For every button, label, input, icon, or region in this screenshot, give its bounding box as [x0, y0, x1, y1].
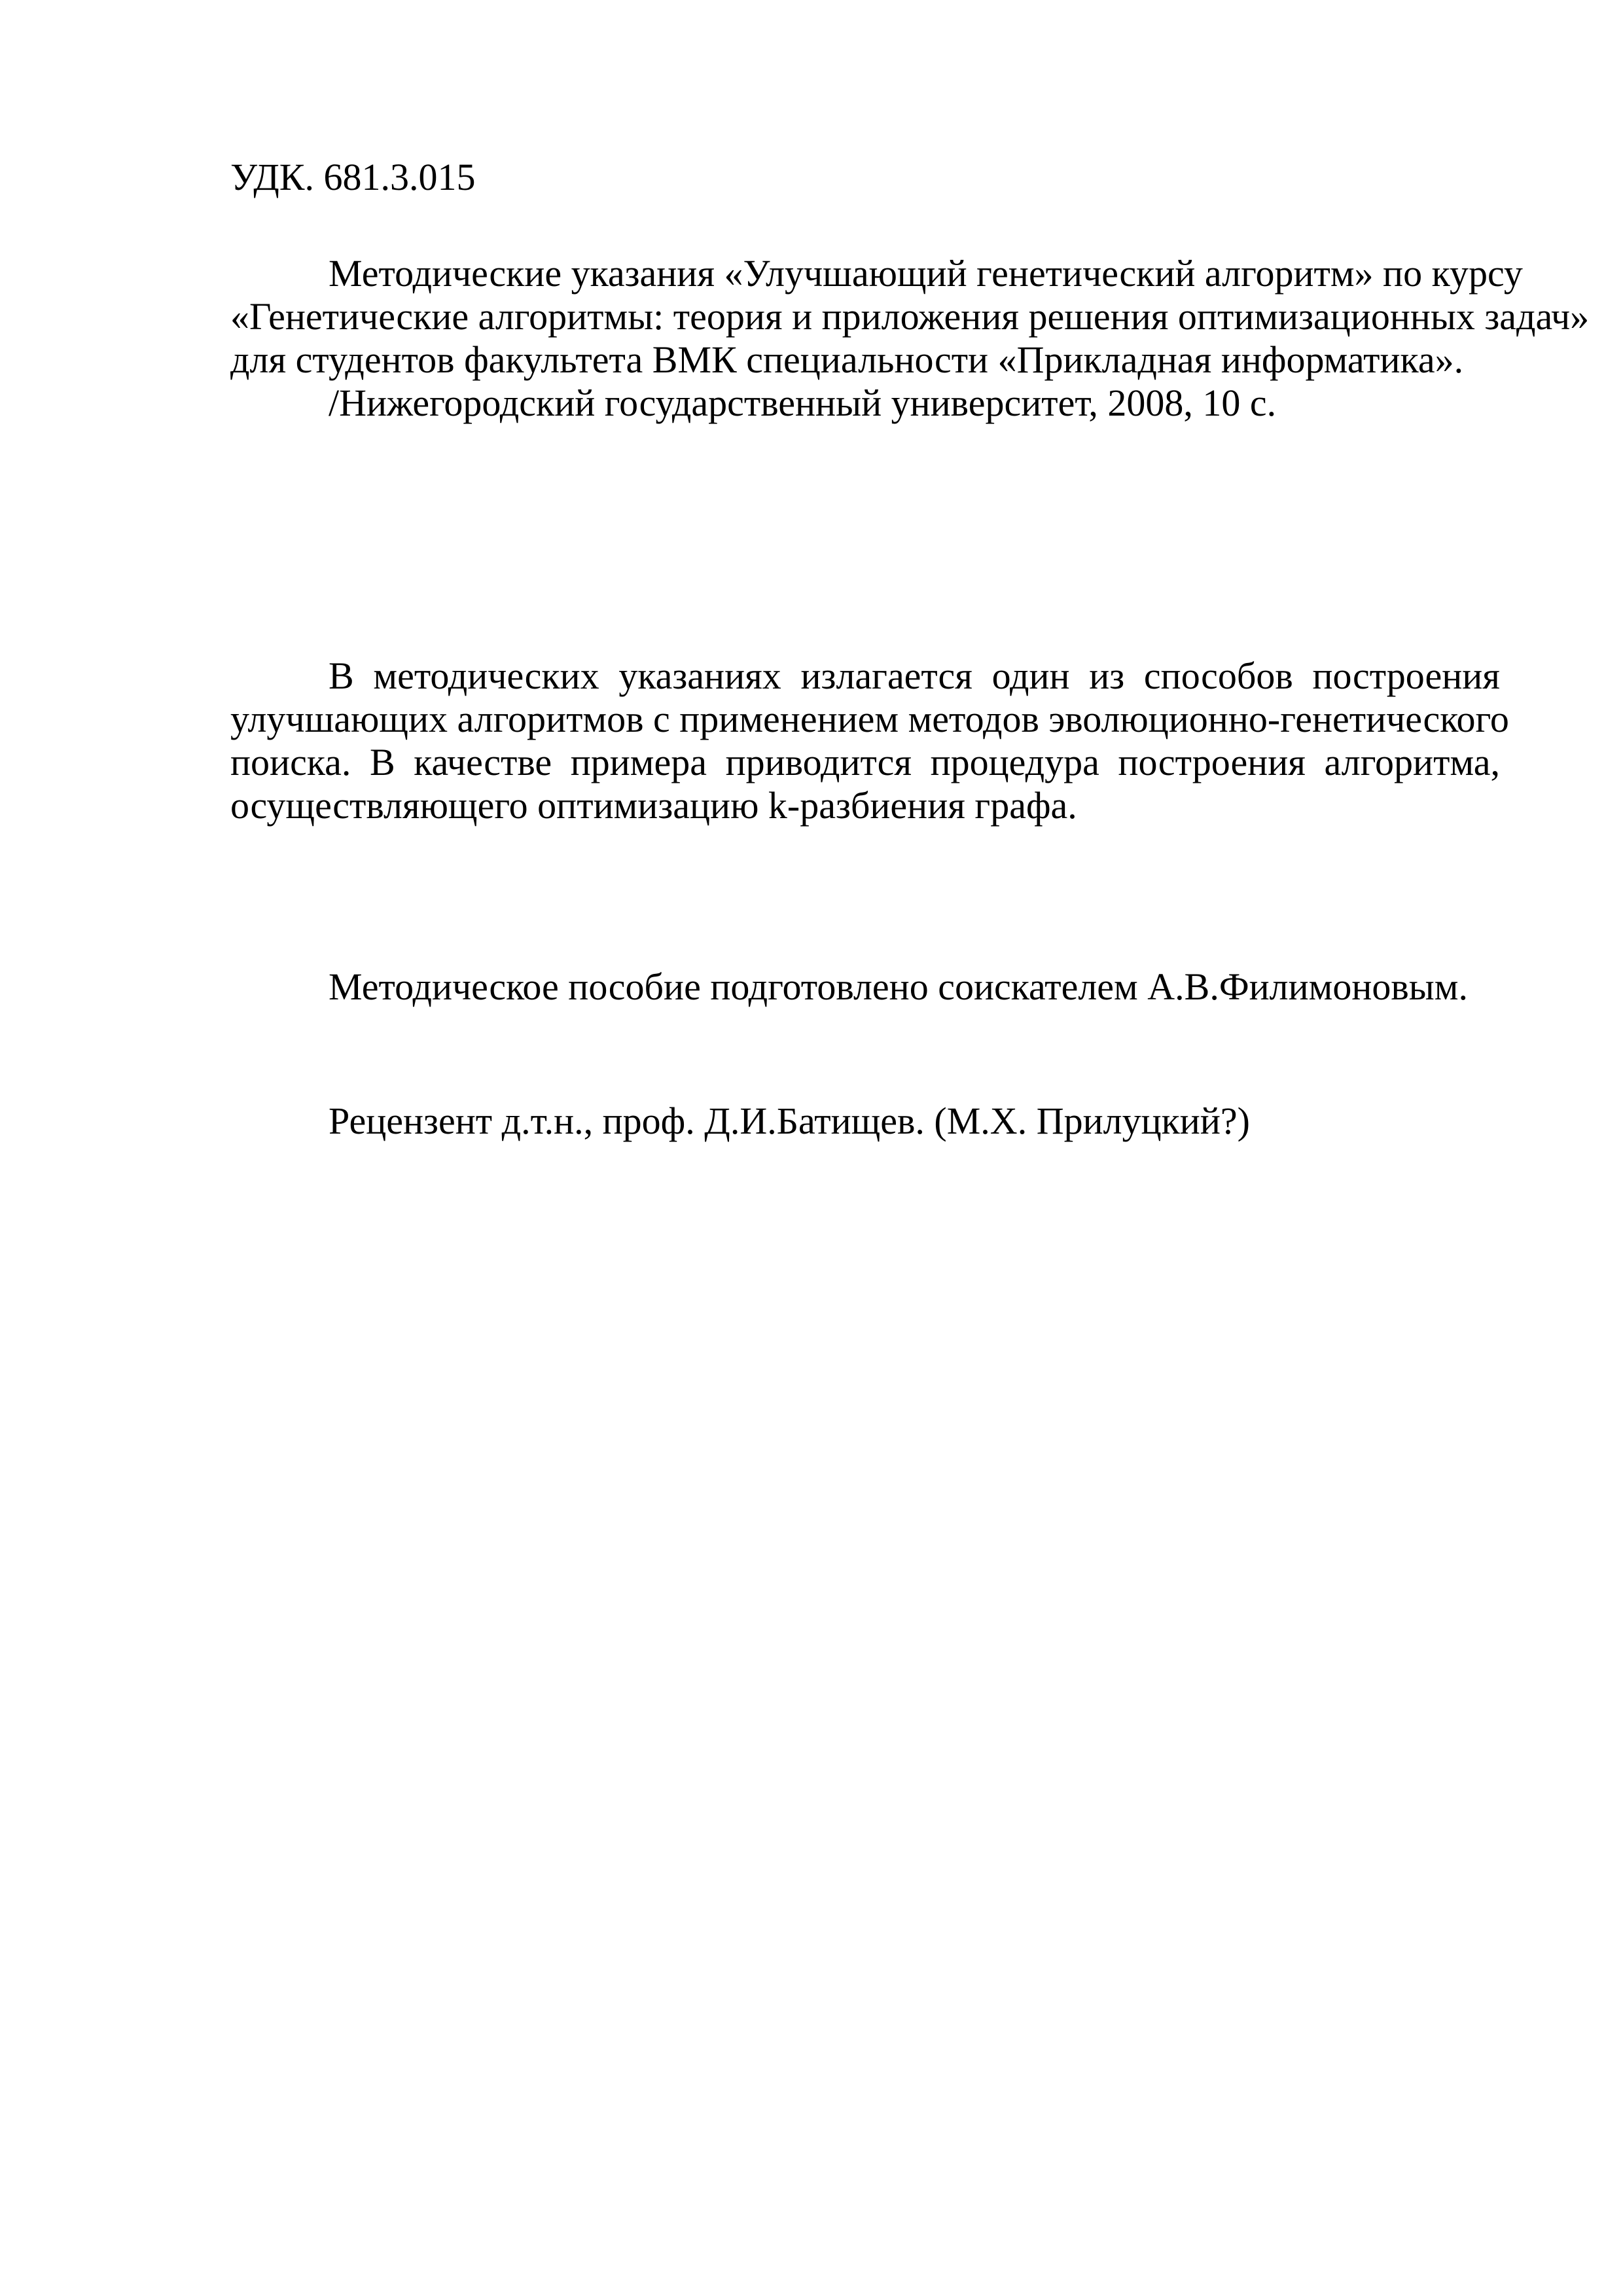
summary-paragraph — [230, 655, 1509, 827]
annotation-line-4: /Нижегородский государственный университет, 2008, 10 с. — [329, 382, 1277, 424]
author-note-line: Методическое пособие подготовлено соискателем А.В.Филимоновым. — [329, 965, 1468, 1008]
summary-line-3: поиска. В качестве примера приводится процедура построения алгоритма, — [230, 741, 1500, 783]
reviewer-note-line: Рецензент д.т.н., проф. Д.И.Батищев. (М.Х. Прилуцкий?) — [329, 1100, 1250, 1142]
reviewer-note — [230, 1100, 1500, 1143]
udk-line: УДК. 681.3.015 — [230, 156, 476, 198]
annotation-paragraph — [230, 252, 1590, 425]
summary-line-4: осуществляющего оптимизацию k-разбиения графа. — [230, 784, 1077, 827]
author-note — [230, 965, 1500, 1009]
summary-line-1: В методических указаниях излагается один из способов построения — [329, 655, 1500, 697]
summary-line-2: улучшающих алгоритмов с применением методов эволюционно-генетического — [230, 698, 1509, 740]
annotation-line-1: Методические указания «Улучшающий генетический алгоритм» по курсу — [329, 252, 1523, 295]
annotation-line-2: «Генетические алгоритмы: теория и приложения решения оптимизационных задач» — [230, 295, 1590, 338]
udk-code — [230, 156, 1500, 199]
annotation-line-3: для студентов факультета ВМК специальности «Прикладная информатика». — [230, 338, 1464, 381]
